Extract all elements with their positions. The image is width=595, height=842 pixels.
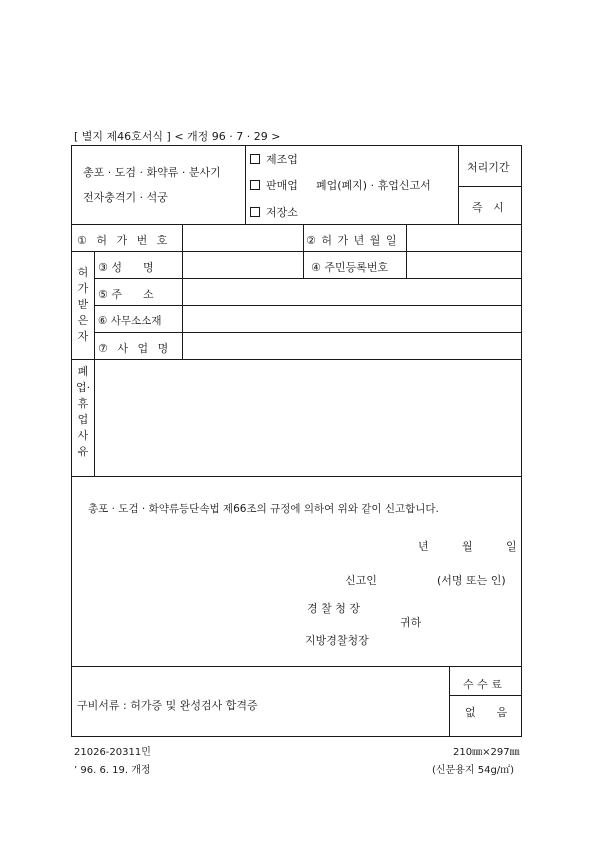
col-label-right xyxy=(182,224,183,359)
option-storage[interactable]: 저장소 xyxy=(250,204,298,220)
col-group-right xyxy=(94,251,95,476)
row-line-4 xyxy=(94,305,522,306)
row-line-1 xyxy=(71,224,522,225)
date-year: 년 xyxy=(418,540,429,553)
col-date-right xyxy=(406,224,407,278)
row-line-5 xyxy=(94,332,522,333)
subject-line2: 전자충격기 · 석궁 xyxy=(83,191,168,204)
row-line-7 xyxy=(71,476,522,477)
id-no-label: ④ 주민등록번호 xyxy=(311,261,389,274)
row-line-2 xyxy=(71,251,522,252)
license-no-label: ① 허 가 번 호 xyxy=(77,234,171,247)
paper-size: 210㎜×297㎜ xyxy=(453,747,520,758)
reason-label: 폐업·휴업사유 xyxy=(75,365,91,458)
license-date-label: ② 허 가 년 월 일 xyxy=(306,234,398,247)
applicant-group-label: 허가받은자 xyxy=(77,266,89,343)
business-label: ⑦ 사 업 명 xyxy=(98,342,172,355)
regional-police-chief: 지방경찰청장 xyxy=(305,634,369,647)
form-code: 21026-20311민 xyxy=(74,747,151,758)
row-line-8 xyxy=(71,666,522,667)
license-date-field[interactable] xyxy=(408,226,520,250)
date-month: 월 xyxy=(462,540,473,553)
form-header: [ 별지 제46호서식 ] < 개정 96 · 7 · 29 > xyxy=(74,130,281,143)
business-field[interactable] xyxy=(184,334,520,358)
frame-top xyxy=(71,145,522,146)
form-title: 폐업(폐지) · 휴업신고서 xyxy=(316,179,431,192)
row-line-3 xyxy=(94,278,522,279)
reporter-label: 신고인 xyxy=(345,574,377,587)
license-no-field[interactable] xyxy=(184,226,302,250)
police-chief: 경 찰 청 장 xyxy=(307,602,360,615)
reason-field[interactable] xyxy=(97,362,520,474)
paper-type: (신문용지 54g/㎡) xyxy=(432,765,515,776)
checkbox-icon[interactable] xyxy=(250,154,260,164)
required-documents: 구비서류 : 허가증 및 완성검사 합격증 xyxy=(77,699,258,712)
office-label: ⑥ 사무소소재 xyxy=(98,315,162,327)
checkbox-icon[interactable] xyxy=(250,207,260,217)
office-field[interactable] xyxy=(184,307,520,331)
period-label: 처리기간 xyxy=(467,161,510,174)
frame-bottom xyxy=(71,736,522,737)
period-divider xyxy=(458,186,522,187)
signature-note: (서명 또는 인) xyxy=(437,574,506,587)
fee-value: 없 음 xyxy=(465,706,508,719)
row-line-6 xyxy=(71,359,522,360)
id-no-field[interactable] xyxy=(408,253,520,277)
name-label: ③ 성 명 xyxy=(98,261,154,274)
top-divider-b xyxy=(458,145,459,224)
address-label: ⑤ 주 소 xyxy=(98,288,154,301)
period-value: 즉 시 xyxy=(472,201,504,214)
honorific: 귀하 xyxy=(400,616,422,629)
declaration-statement: 총포 · 도검 · 화약류등단속법 제66조의 규정에 의하여 위와 같이 신고합니다. xyxy=(88,503,439,515)
revision-date: ’ 96. 6. 19. 개정 xyxy=(74,765,151,776)
frame-right xyxy=(521,145,522,737)
date-day: 일 xyxy=(506,540,517,553)
option-sales[interactable]: 판매업 xyxy=(250,177,298,193)
fee-label: 수 수 료 xyxy=(463,678,502,691)
col-date-left xyxy=(303,224,304,278)
top-divider-a xyxy=(245,145,246,224)
fee-divider-v xyxy=(449,666,450,736)
fee-divider-h xyxy=(449,695,522,696)
checkbox-icon[interactable] xyxy=(250,180,260,190)
address-field[interactable] xyxy=(184,280,520,304)
name-field[interactable] xyxy=(184,253,302,277)
frame-left xyxy=(71,145,72,737)
option-manufacture[interactable]: 제조업 xyxy=(250,151,298,167)
subject-line1: 총포 · 도검 · 화약류 · 분사기 xyxy=(83,166,221,179)
